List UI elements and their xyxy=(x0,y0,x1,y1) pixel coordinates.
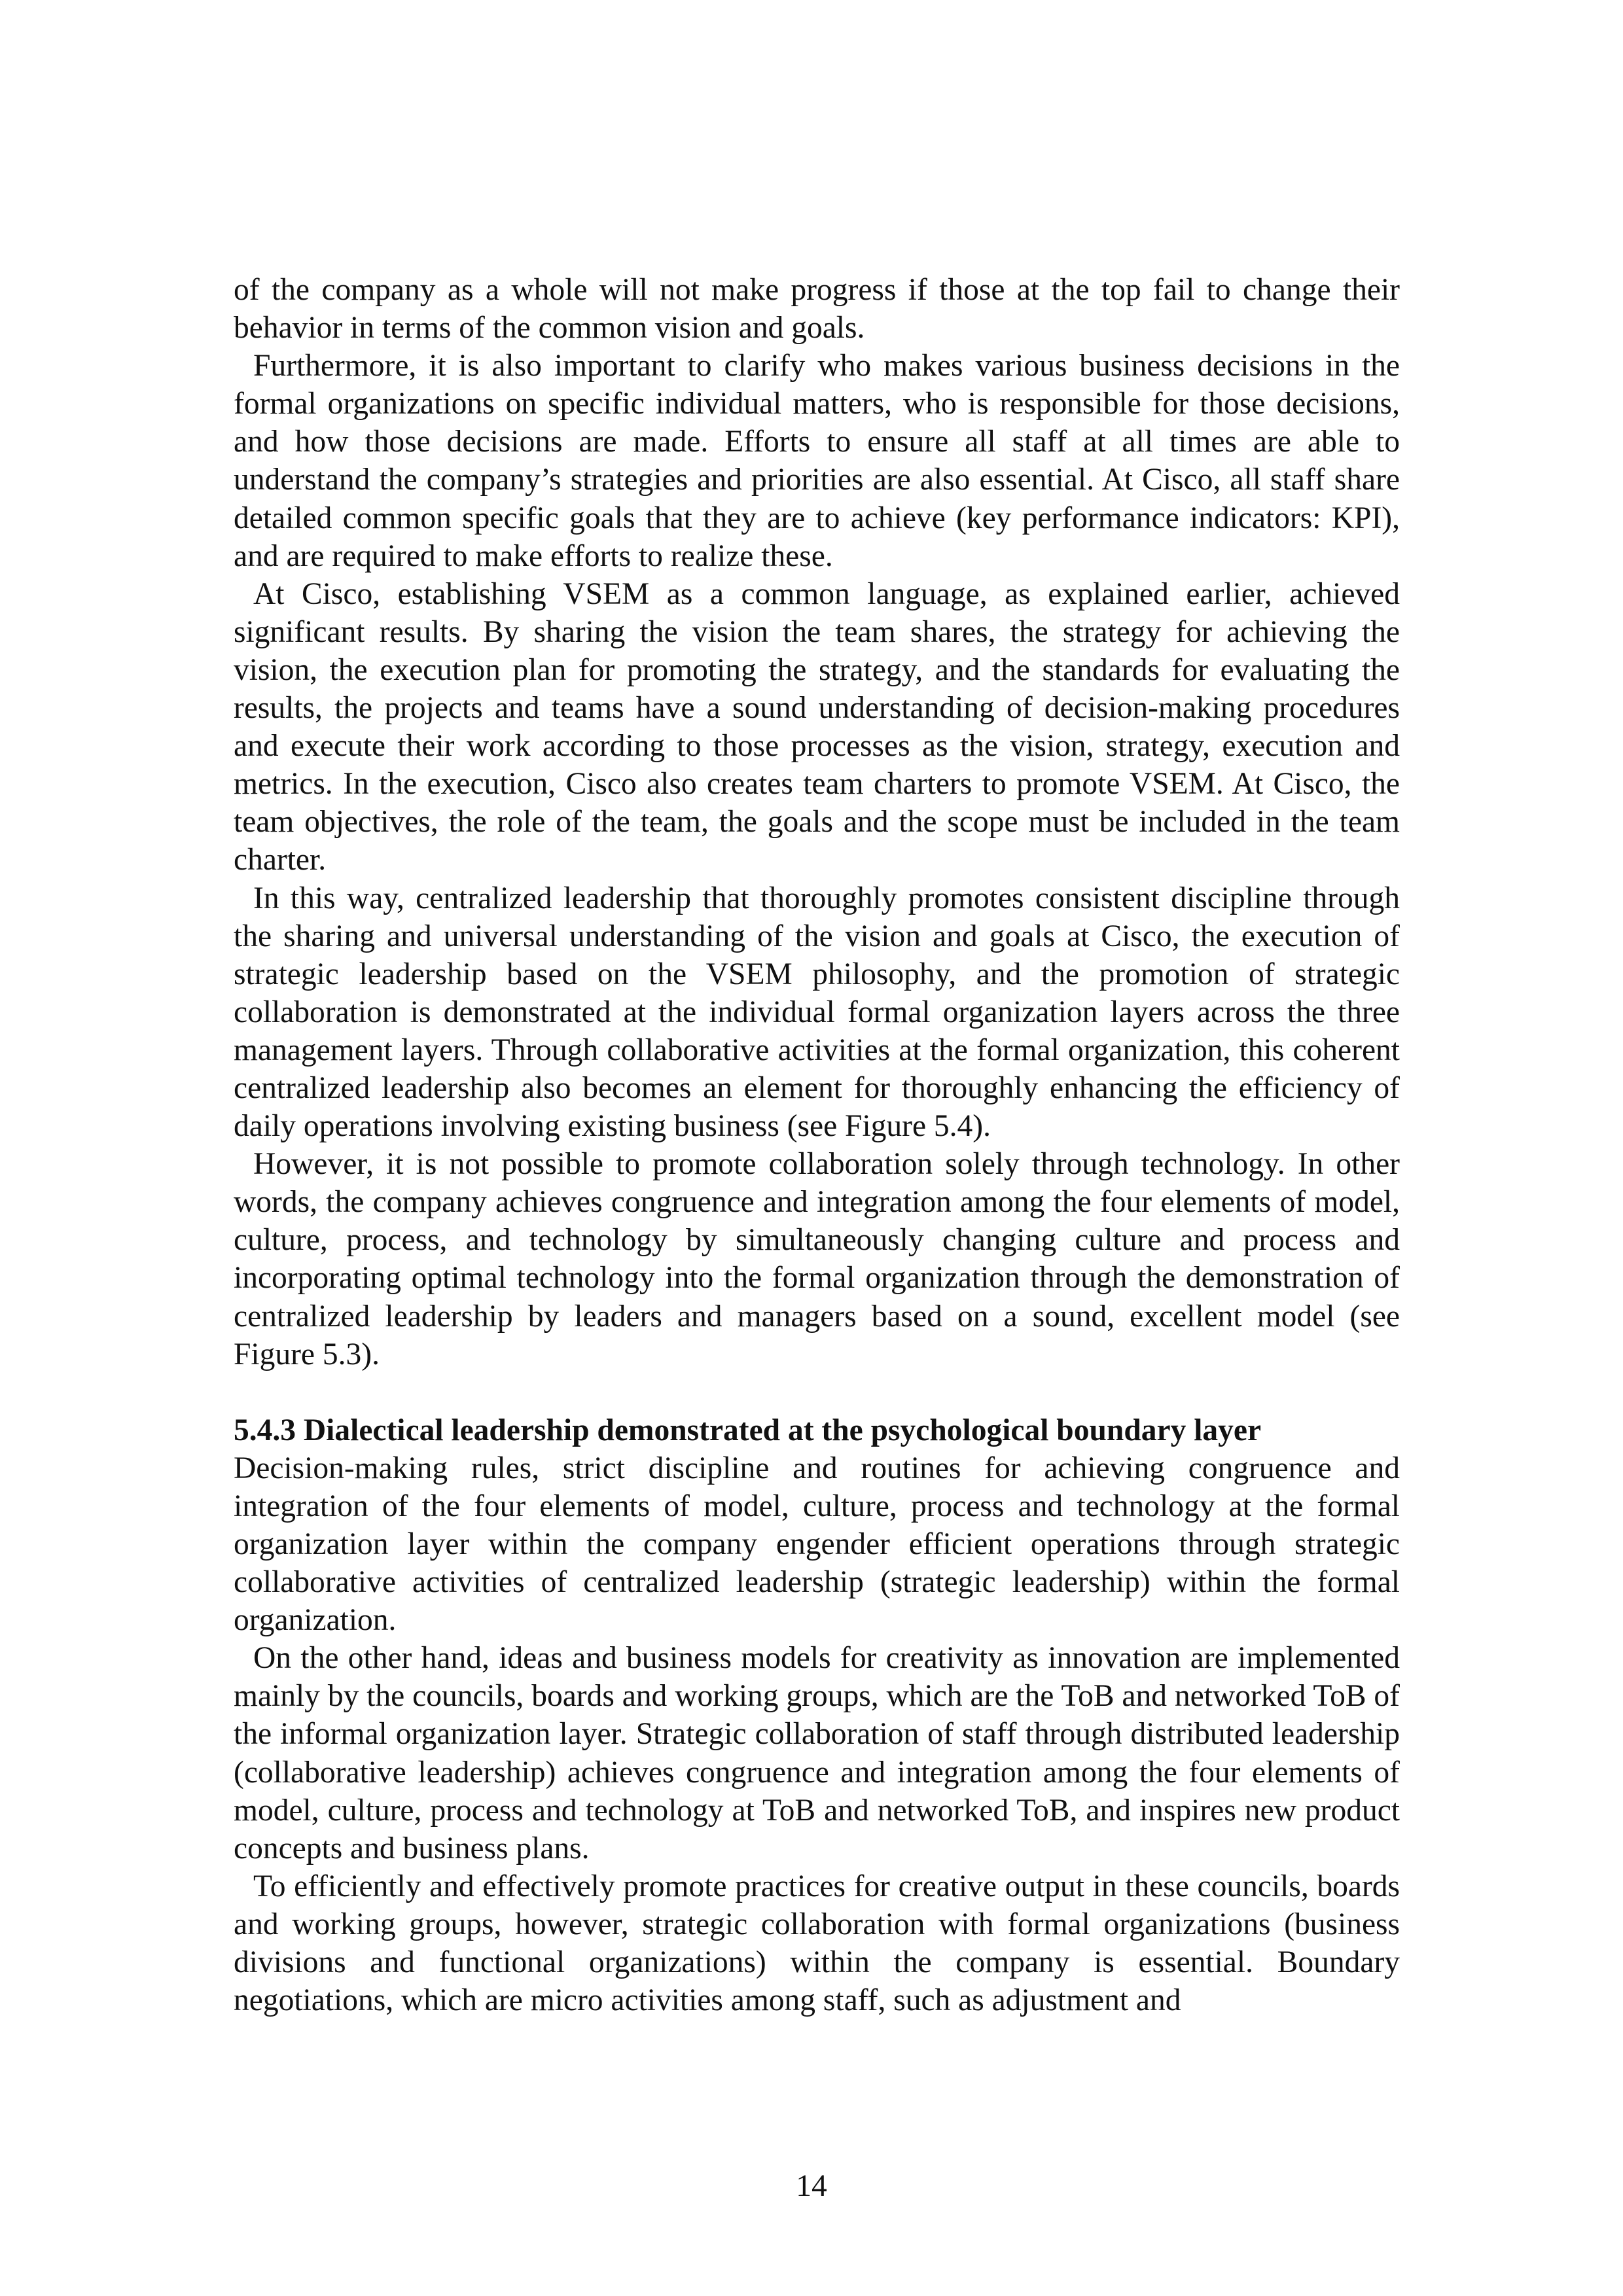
paragraph-innovation: On the other hand, ideas and business models for creativity as innovation are implemented mainly by the councils, boards and working groups, which are the ToB and networked ToB of the informal organization layer. Strategic collaboration of staff through distributed leadership (collaborative leadership) achieves congruence and integration among the four elements of model, culture, process and technology at ToB and networked ToB, and inspires new product concepts and business plans. xyxy=(234,1641,1400,1865)
paragraph-continuation: of the company as a whole will not make progress if those at the top fail to change their behavior in terms of the common vision and goals. xyxy=(234,273,1400,345)
paragraph-centralized-leadership: In this way, centralized leadership that thoroughly promotes consistent discipline through the sharing and universal understanding of the vision and goals at Cisco, the execution of strategic leadership based on the VSEM philosophy, and the promotion of strategic collaboration is demonstrated at the individual formal organization layers across the three management layers. Through collaborative activities at the formal organization, this coherent centralized leadership also becomes an element for thoroughly enhancing the efficiency of daily operations involving existing business (see Figure 5.4). xyxy=(234,881,1400,1144)
paragraph-decision-clarity: Furthermore, it is also important to clarify who makes various business decisions in the formal organizations on specific individual matters, who is responsible for those decisions, and how those decisions are made. Efforts to ensure all staff at all times are able to understand the company’s strategies and priorities are also essential. At Cisco, all staff share detailed common specific goals that they are to achieve (key performance indicators: KPI), and are required to make efforts to realize these. xyxy=(234,349,1400,573)
section-heading: 5.4.3 Dialectical leadership demonstrated at the psychological boundary layer xyxy=(234,1413,1262,1447)
paragraph-vsem: At Cisco, establishing VSEM as a common language, as explained earlier, achieved significant results. By sharing the vision the team shares, the strategy for achieving the vision, the execution plan for promoting the strategy, and the standards for evaluating the results, the projects and teams have a sound understanding of decision-making procedures and execute their work according to those processes as the vision, strategy, execution and metrics. In the execution, Cisco also creates team charters to promote VSEM. At Cisco, the team objectives, the role of the team, the goals and the scope must be included in the team charter. xyxy=(234,576,1400,877)
paragraph-boundary-negotiations: To efficiently and effectively promote practices for creative output in these councils, boards and working groups, however, strategic collaboration with formal organizations (business divisions and functional organizations) within the company is essential. Boundary negotiations, which are micro activities among staff, such as adjustment and xyxy=(234,1869,1400,2018)
page-body xyxy=(234,271,1400,2019)
paragraph-decision-rules: Decision-making rules, strict discipline and routines for achieving congruence and integration of the four elements of model, culture, process and technology at the formal organization layer within the company engender efficient operations through strategic collaborative activities of centralized leadership (strategic leadership) within the formal organization. xyxy=(234,1451,1400,1638)
page-number: 14 xyxy=(796,2169,827,2203)
paragraph-technology: However, it is not possible to promote collaboration solely through technology. In other words, the company achieves congruence and integration among the four elements of model, culture, process, and technology by simultaneously changing culture and process and incorporating optimal technology into the formal organization through the demonstration of centralized leadership by leaders and managers based on a sound, excellent model (see Figure 5.3). xyxy=(234,1147,1400,1371)
